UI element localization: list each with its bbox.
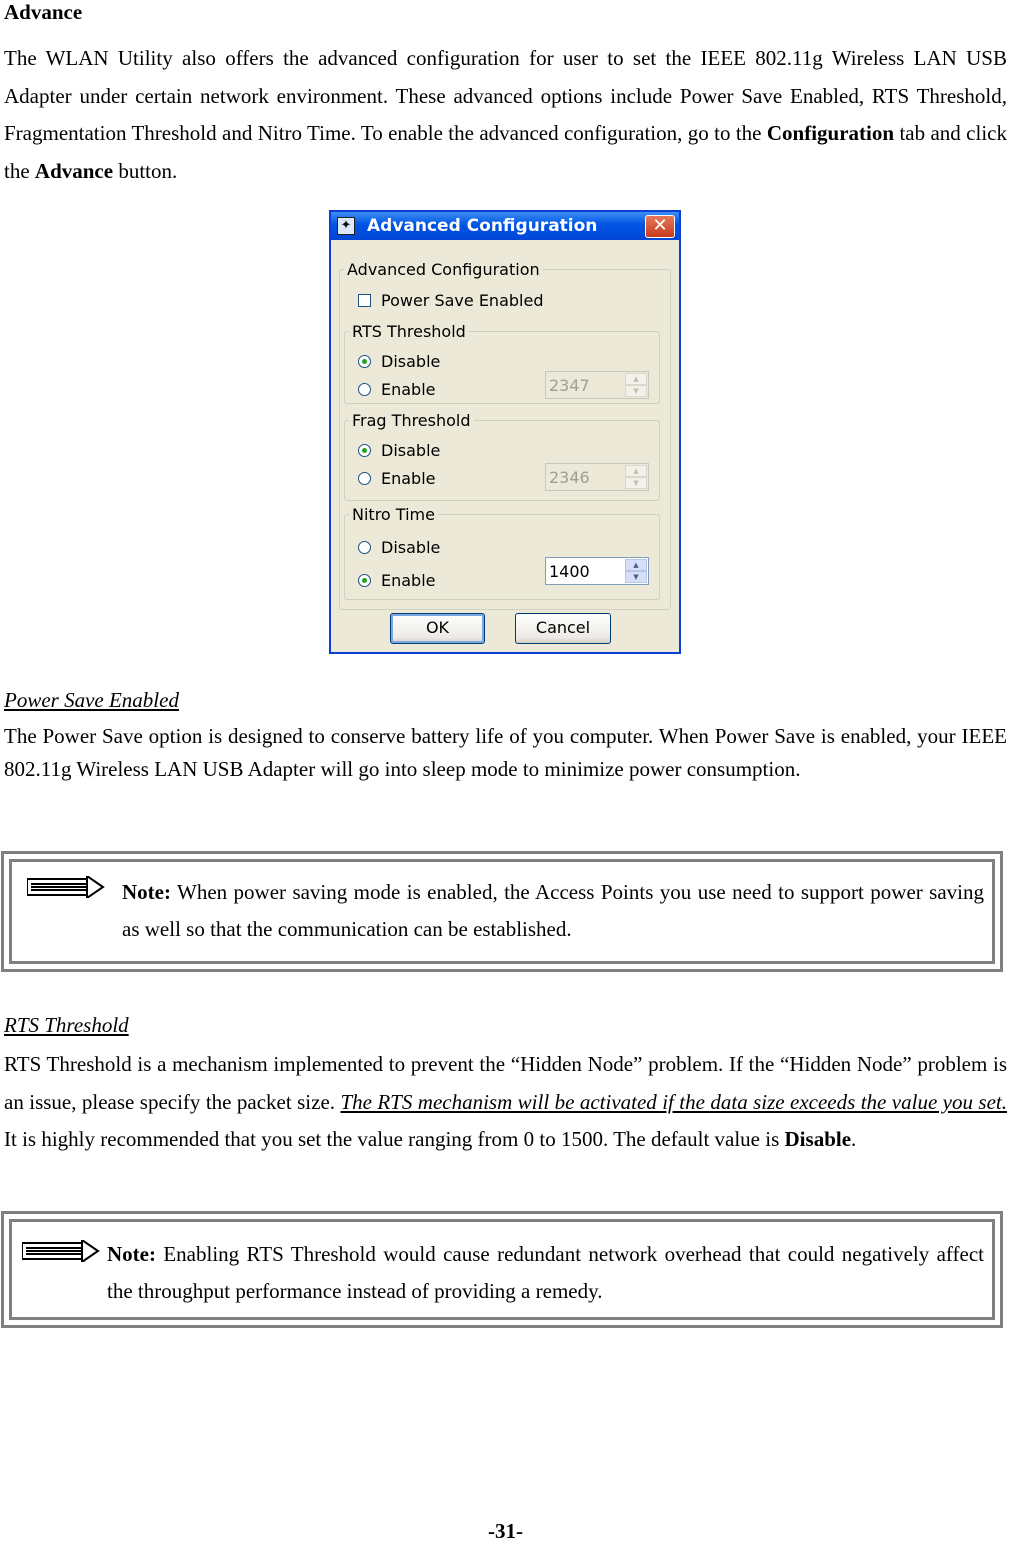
page-number: -31- [488, 1519, 523, 1543]
close-button[interactable] [645, 215, 675, 238]
nitro-disable-radio-dot[interactable] [358, 541, 371, 554]
power-save-heading: Power Save Enabled [4, 688, 179, 712]
nitro-time-value: 1400 [549, 562, 590, 581]
cancel-button[interactable]: Cancel [515, 613, 611, 644]
nitro-disable-label: Disable [381, 538, 441, 557]
note-box-power-save [1, 851, 1003, 972]
rts-default-value: Disable [784, 1127, 852, 1151]
nitro-enable-label: Enable [381, 571, 436, 590]
note-arrow-icon [27, 876, 107, 898]
frag-enable-radio[interactable] [358, 469, 436, 488]
rts-threshold-spinner[interactable] [545, 371, 649, 399]
rts-threshold-heading: RTS Threshold [4, 1013, 129, 1037]
note-label: Note: [122, 880, 171, 904]
frag-disable-radio-dot[interactable] [358, 444, 371, 457]
dialog-title: Advanced Configuration [367, 216, 598, 236]
frag-threshold-value: 2346 [549, 468, 590, 487]
power-save-body: The Power Save option is designed to conserve battery life of you computer. When Power Save is enabled, your IEEE 802.11g Wireless LAN USB Adapter will go into sleep mode to minimize power consumption. [4, 724, 1007, 781]
note-label: Note: [107, 1242, 156, 1266]
nitro-enable-radio-dot[interactable] [358, 574, 371, 587]
advanced-configuration-dialog [329, 210, 681, 654]
power-save-label: Power Save Enabled [381, 291, 544, 310]
rts-body-emphasis: The RTS mechanism will be activated if the data size exceeds the value you set. [340, 1089, 1007, 1114]
advance-intro [4, 40, 1007, 190]
frag-threshold-spinner[interactable] [545, 463, 649, 491]
rts-disable-radio[interactable] [358, 352, 440, 371]
note-arrow-icon [22, 1240, 102, 1262]
section-heading-advance: Advance [4, 0, 83, 24]
app-icon: ✦ [337, 217, 355, 235]
dialog-titlebar[interactable] [331, 212, 679, 240]
nitro-time-group-label: Nitro Time [352, 505, 435, 524]
spin-down-icon[interactable]: ▼ [625, 477, 647, 489]
rts-enable-radio-dot[interactable] [358, 383, 371, 396]
spin-down-icon[interactable]: ▼ [625, 571, 647, 583]
rts-threshold-value: 2347 [549, 376, 590, 395]
advanced-configuration-group-label: Advanced Configuration [347, 260, 540, 279]
advance-button-ref: Advance [34, 158, 114, 183]
close-icon: ✕ [652, 215, 668, 236]
rts-body-text-2: It is highly recommended that you set the value ranging from 0 to 1500. The default value is [4, 1127, 785, 1151]
nitro-time-spinner[interactable] [545, 557, 649, 585]
frag-enable-radio-dot[interactable] [358, 472, 371, 485]
frag-disable-radio[interactable] [358, 441, 440, 460]
rts-disable-radio-dot[interactable] [358, 355, 371, 368]
rts-body-text-3: . [851, 1127, 857, 1151]
frag-disable-label: Disable [381, 441, 441, 460]
spin-up-icon[interactable]: ▲ [625, 559, 647, 571]
configuration-tab-ref: Configuration [766, 121, 895, 145]
note-text-power-save [122, 874, 984, 948]
nitro-enable-radio[interactable] [358, 571, 436, 590]
note-body: Enabling RTS Threshold would cause redundant network overhead that could negatively affect the throughput performance instead of providing a remedy. [107, 1242, 984, 1303]
nitro-disable-radio[interactable] [358, 538, 440, 557]
rts-threshold-group-label: RTS Threshold [352, 322, 466, 341]
spin-up-icon[interactable]: ▲ [625, 465, 647, 477]
advance-intro-text-1: The WLAN Utility also offers the advanced configuration for user to set the IEEE 802.11g Wireless LAN USB Adapter under certain network environment. These advanced options include Power Save Enabled, RTS Threshold, Fragmentation Threshold and Nitro Time. To enable the advanced configuration, go to the [4, 46, 1007, 145]
spin-up-icon[interactable]: ▲ [625, 373, 647, 385]
rts-disable-label: Disable [381, 352, 441, 371]
advance-intro-text-3: button. [113, 158, 178, 183]
ok-button[interactable]: OK [390, 613, 485, 644]
advance-intro-text-2: tab and click the [4, 121, 1007, 183]
power-save-checkbox-box[interactable] [358, 294, 371, 307]
power-save-checkbox[interactable] [358, 291, 543, 310]
rts-enable-label: Enable [381, 380, 436, 399]
rts-body-text-1: RTS Threshold is a mechanism implemented to prevent the “Hidden Node” problem. If the “Hidden Node” problem is an issue, please specify the packet size. [4, 1052, 1007, 1114]
note-body: When power saving mode is enabled, the Access Points you use need to support power saving as well so that the communication can be established. [122, 880, 984, 941]
frag-enable-label: Enable [381, 469, 436, 488]
note-box-rts [1, 1211, 1003, 1328]
spin-down-icon[interactable]: ▼ [625, 385, 647, 397]
rts-enable-radio[interactable] [358, 380, 436, 399]
rts-threshold-body [4, 1046, 1007, 1159]
note-text-rts [107, 1236, 984, 1310]
frag-threshold-group-label: Frag Threshold [352, 411, 471, 430]
